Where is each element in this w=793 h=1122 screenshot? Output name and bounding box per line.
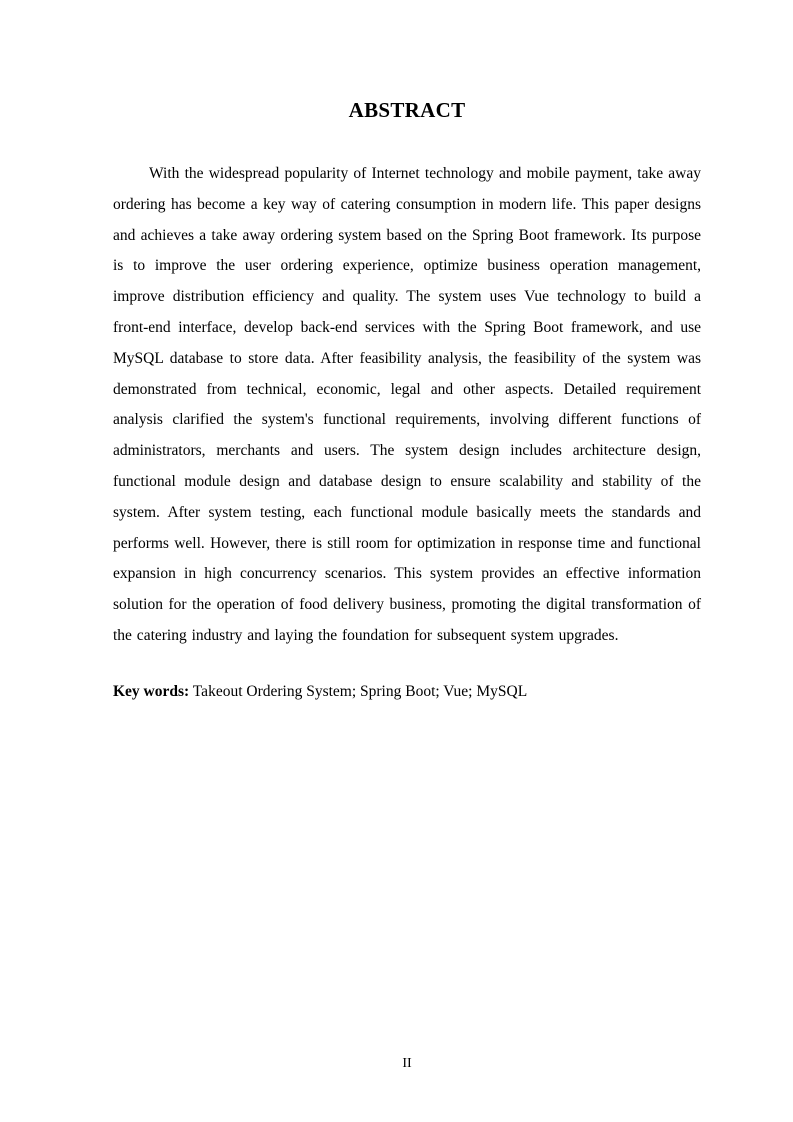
abstract-paragraph: With the widespread popularity of Internet technology and mobile payment, take away ordering has become a key way of catering consumption in modern life. This paper designs and achieves a take away ordering system based on the Spring Boot framework. Its purpose is to improve the user ordering experience, optimize business operation management, improve distribution efficiency and quality. The system uses Vue technology to build a front-end interface, develop back-end services with the Spring Boot framework, and use MySQL database to store data. After feasibility analysis, the feasibility of the system was demonstrated from technical, economic, legal and other aspects. Detailed requirement analysis clarified the system's functional requirements, involving different functions of administrators, merchants and users. The system design includes architecture design, functional module design and database design to ensure scalability and stability of the system. After system testing, each functional module basically meets the standards and performs well. However, there is still room for optimization in response time and functional expansion in high concurrency scenarios. This system provides an effective information solution for the operation of food delivery business, promoting the digital transformation of the catering industry and laying the foundation for subsequent system upgrades. bbox=[113, 165, 701, 644]
abstract-heading: ABSTRACT bbox=[348, 98, 466, 122]
keywords-value: Takeout Ordering System; Spring Boot; Vue; MySQL bbox=[189, 682, 528, 700]
keywords-label: Key words: bbox=[113, 682, 190, 700]
page-number: II bbox=[402, 1056, 412, 1071]
keywords-line bbox=[113, 677, 701, 708]
